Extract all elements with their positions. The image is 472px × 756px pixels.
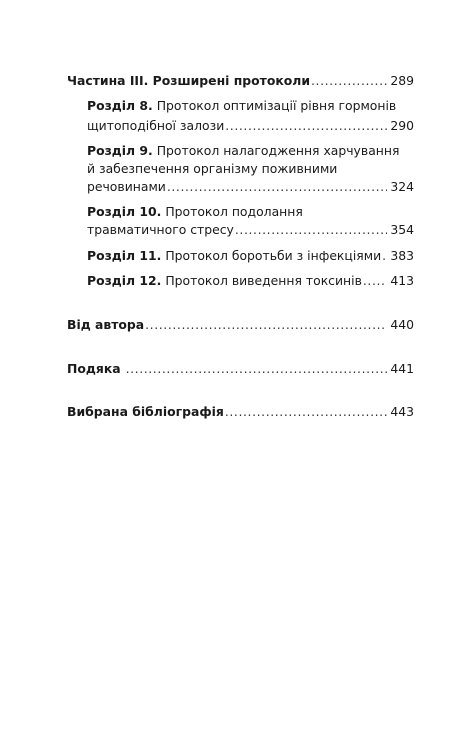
toc-page-number: 324 — [390, 179, 414, 194]
chapter-title: Протокол налагодження харчування — [156, 143, 400, 158]
toc-page-number: 290 — [390, 118, 414, 133]
toc-entry-ch9-line1[interactable] — [87, 142, 414, 160]
chapter-label: Розділ 8. — [87, 98, 153, 113]
toc-entry-thanks[interactable] — [67, 360, 414, 378]
leader-dots — [145, 316, 387, 334]
chapter-title-cont: й забезпечення організму поживними — [87, 161, 338, 176]
chapter-title: Протокол подолання — [165, 204, 303, 219]
leader-dots — [311, 72, 387, 90]
chapter-title: Протокол боротьби з інфекціями — [165, 248, 382, 263]
leader-dots — [167, 178, 388, 196]
leader-dots — [382, 247, 387, 265]
toc-page-number: 354 — [390, 222, 414, 237]
toc-page-number: 440 — [390, 317, 414, 332]
chapter-label: Розділ 9. — [87, 143, 153, 158]
chapter-label: Розділ 12. — [87, 273, 162, 288]
toc-page-number: 441 — [390, 361, 414, 376]
chapter-title-cont: травматичного стресу — [87, 222, 234, 237]
toc-page-number: 383 — [390, 248, 414, 263]
leader-dots — [225, 403, 388, 421]
toc-entry-ch9-line3[interactable] — [87, 178, 414, 196]
chapter-title-cont: речовинами — [87, 179, 166, 194]
toc-entry-ch9-line2[interactable] — [87, 160, 414, 178]
toc-title: Частина III. Розширені протоколи — [67, 73, 311, 88]
toc-entry-ch10-line1[interactable] — [87, 203, 414, 221]
toc-title: Від автора — [67, 317, 145, 332]
chapter-label: Розділ 11. — [87, 248, 162, 263]
toc-entry-bibliography[interactable] — [67, 403, 414, 421]
toc-entry-ch8-line1[interactable] — [87, 97, 414, 115]
toc-entry-ch8-line2[interactable] — [87, 117, 414, 135]
leader-dots — [363, 272, 387, 290]
chapter-title-cont: щитоподібної залози — [87, 118, 225, 133]
chapter-title: Протокол оптимізації рівня гормонів — [156, 98, 397, 113]
leader-dots — [235, 221, 387, 239]
toc-page-number: 289 — [390, 73, 414, 88]
toc-entry-ch11[interactable] — [87, 247, 414, 265]
chapter-title: Протокол виведення токсинів — [165, 273, 362, 288]
toc-entry-part-3[interactable] — [67, 72, 414, 90]
toc-entry-ch10-line2[interactable] — [87, 221, 414, 239]
toc-entry-author[interactable] — [67, 316, 414, 334]
toc-page-number: 413 — [390, 273, 414, 288]
toc-page-number: 443 — [390, 404, 414, 419]
toc-entry-ch12[interactable] — [87, 272, 414, 290]
chapter-label: Розділ 10. — [87, 204, 162, 219]
toc-title: Подяка — [67, 361, 121, 376]
leader-dots — [126, 360, 388, 378]
toc-title: Вибрана бібліографія — [67, 404, 224, 419]
leader-dots — [225, 117, 387, 135]
